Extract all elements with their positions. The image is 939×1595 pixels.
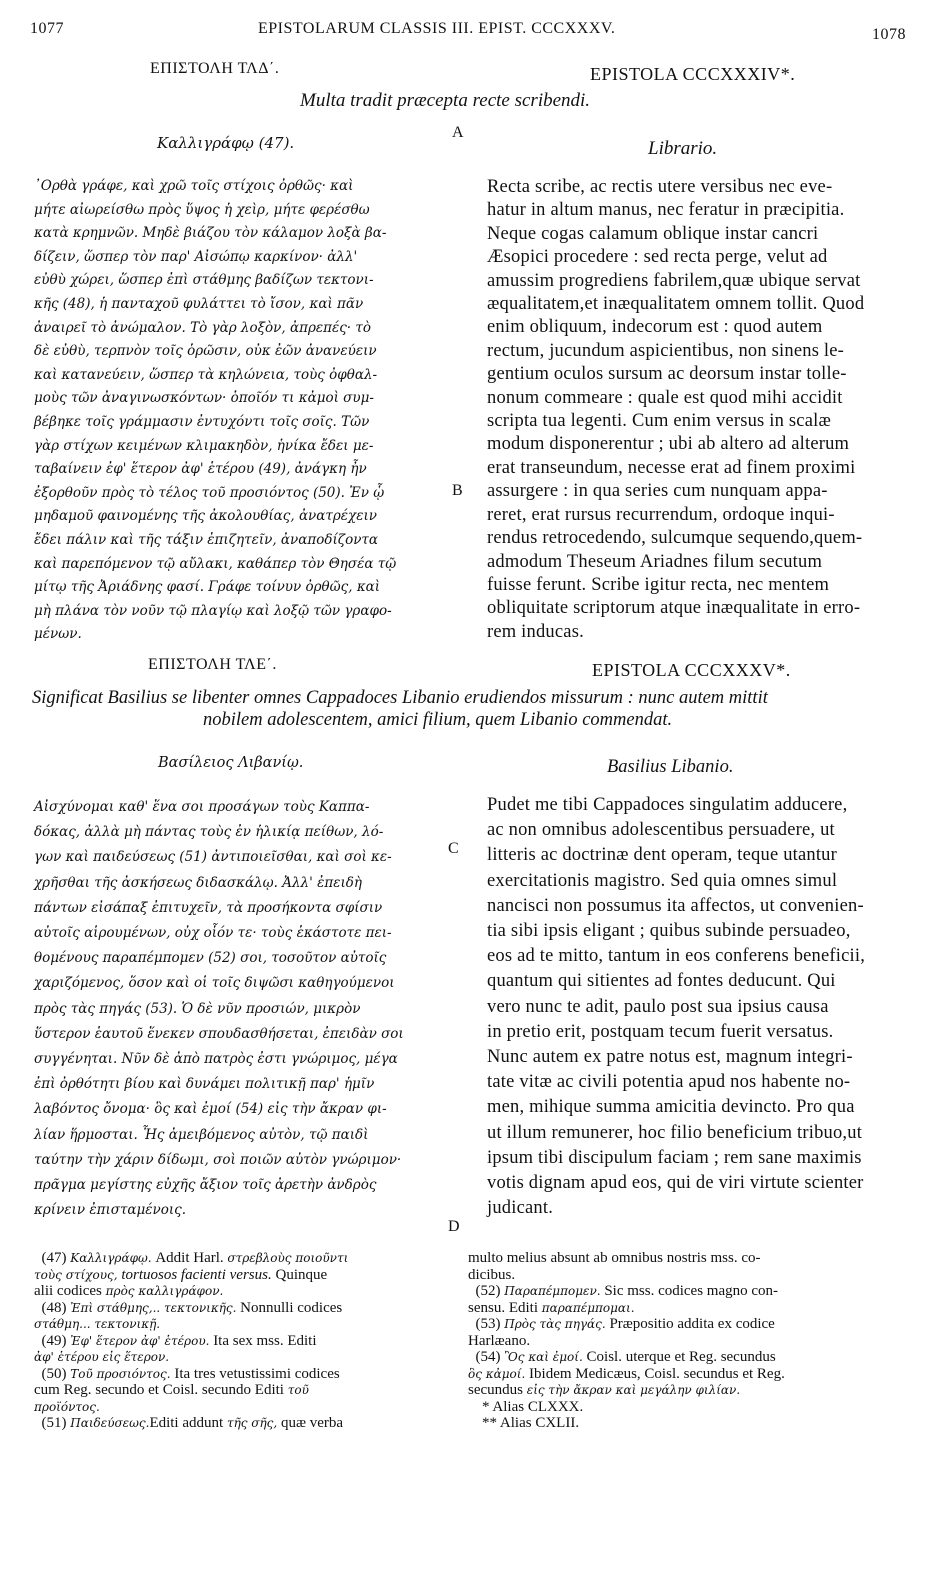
text-line: μηδαμοῦ φαινομένης τῆς ἀκολουθίας, ἀνατρέχειν xyxy=(34,508,377,525)
margin-letter-d: D xyxy=(448,1218,460,1235)
greek-text-334 xyxy=(34,175,454,647)
summary-334: Multa tradit præcepta recte scribendi. xyxy=(300,90,591,111)
text-line: πρὸς τὰς πηγάς (53). Ὁ δὲ νῦν προσιών, μικρὸν xyxy=(34,1000,361,1017)
text-line: Pudet me tibi Cappadoces singulatim adducere, xyxy=(487,795,848,815)
footnote-53-cont: Harlæano. xyxy=(468,1332,531,1349)
text-line: εὐθὺ χώρει, ὥσπερ ἐπὶ στάθμης βαδίζων τεκτονι- xyxy=(34,272,374,289)
text-line: λίαν ἥρμοσται. Ἧς ἀμειβόμενος αὐτὸν, τῷ παιδὶ xyxy=(34,1126,369,1143)
text-line: κῆς (48), ἡ πανταχοῦ φυλάττει τὸ ἴσον, καὶ πᾶν xyxy=(34,295,364,312)
text-line: μὴ πλάνα τὸν νοῦν τῷ πλαγίῳ καὶ λοξῷ τῶν γραφο- xyxy=(34,602,392,619)
text-line: enim obliquum, indecorum est : quod autem xyxy=(487,317,823,338)
text-line: Nunc autem ex patre notus est, magnum integri- xyxy=(487,1047,853,1068)
text-line: ἐπὶ ὀρθότητι βίου καὶ δυνάμει πολιτικῇ παρ' ἡμῖν xyxy=(34,1076,375,1093)
text-line: καὶ κατανεύειν, ὥσπερ τὰ κηλώνεια, τοὺς ὀφθαλ- xyxy=(34,366,378,383)
text-line: assurgere : in qua series cum nunquam appa- xyxy=(487,481,828,502)
text-line: quantum qui sitientes ad fontes deducunt. Qui xyxy=(487,971,836,992)
running-title: EPISTOLARUM CLASSIS III. EPIST. CCCXXXV. xyxy=(258,20,616,37)
footnote-49-cont: ἀφ' ἑτέρου εἰς ἕτερον. xyxy=(34,1350,170,1364)
text-line: in pretio erit, postquam tecum fuerit versatus. xyxy=(487,1021,834,1042)
text-line: θομένους παραπέμπομεν (52) σοι, τοσοῦτον αὐτοῖς xyxy=(34,950,387,967)
text-line: men, mihique summa amicitia devincto. Pro qua xyxy=(487,1097,855,1118)
text-line: æqualitatem,et inæqualitatem omnem tollit. Quod xyxy=(487,294,865,315)
text-line: χαριζόμενος, ὅσον καὶ οἱ τοῖς διψῶσι καθηγούμενοι xyxy=(34,975,395,992)
text-line: vero nunc te adit, paulo post sua ipsius causa xyxy=(487,996,829,1017)
page-number-right: 1078 xyxy=(872,26,906,43)
text-line: χρῆσθαι τῆς ἀσκήσεως διδασκάλῳ. Ἀλλ' ἐπειδὴ xyxy=(34,874,362,891)
text-line: αὐτοῖς αἱρουμένων, οὐχ οἷόν τε· τοὺς ἑκάστοτε πει- xyxy=(34,925,392,942)
text-line: καὶ παρεπόμενον τῷ αὔλακι, καθάπερ τὸν Θησέα τῷ xyxy=(34,555,397,572)
text-line: μήτε αἰωρείσθω πρὸς ὕψος ἡ χεὶρ, μήτε φερέσθω xyxy=(34,201,370,218)
summary-335-line2: nobilem adolescentem, amici filium, quem Libanio commendat. xyxy=(203,710,673,730)
text-line: ταύτην τὴν χάριν δίδωμι, σοὶ ποιῶν αὐτὸν γνώριμον· xyxy=(34,1151,402,1168)
greek-salutation-335: Βασίλειος Λιβανίῳ. xyxy=(158,755,304,771)
text-line: amussim progrediens fabrilem,quæ ubique servat xyxy=(487,270,861,291)
footnote-52-cont: sensu. Editi παραπέμπομαι. xyxy=(468,1299,635,1316)
footnote-54: (54) Ὃς καὶ ἐμοί. Coisl. uterque et Reg. secundus xyxy=(475,1349,776,1365)
greek-title-334: ΕΠΙΣΤΟΛΗ ΤΛΔ΄. xyxy=(150,60,280,77)
text-line: fuisse ferunt. Scribe igitur recta, nec mentem xyxy=(487,574,830,595)
text-line: γὰρ στίχων κειμένων κλιμακηδὸν, ἡνίκα ἔδει με- xyxy=(34,437,374,454)
text-line: μίτῳ τῆς Ἀριάδνης φασί. Γράφε τοίνυν ὀρθῶς, καὶ xyxy=(34,579,381,596)
text-line: βέβηκε τοῖς γράμμασιν ἐντυχόντι τοῖς σοῖς. Τῶν xyxy=(34,413,370,430)
text-line: κατὰ κρημνῶν. Μηδὲ βιάζου τὸν κάλαμον λοξὰ βα- xyxy=(34,225,387,242)
footnote-47: (47) Καλλιγράφῳ. Addit Harl. στρεβλοὺς ποιοῦντι xyxy=(41,1250,349,1266)
text-line: ἀναιρεῖ τὸ ἀνώμαλον. Τὸ γὰρ λοξὸν, ἀπρεπές· τὸ xyxy=(34,319,371,336)
footnote-51-cont2: dicibus. xyxy=(468,1266,516,1283)
footnote-49: (49) Ἐφ' ἕτερον ἀφ' ἑτέρου. Ita sex mss. Editi xyxy=(41,1332,317,1349)
footnote-50-cont2: προϊόντος. xyxy=(34,1399,100,1414)
footnote-54-cont: ὃς κἀμοί. Ibidem Medicæus, Coisl. secundus et Reg. xyxy=(468,1365,785,1382)
text-line: Neque cogas calamum oblique instar cancri xyxy=(487,223,819,244)
alias-note-1: * Alias CLXXX. xyxy=(482,1398,584,1415)
text-line: nonum commeare : quale est quod mihi accidit xyxy=(487,387,843,408)
greek-text-335 xyxy=(34,795,454,1223)
text-line: συγγένηται. Νῦν δὲ ἀπὸ πατρὸς ἐστι γνώριμος, μέγα xyxy=(34,1051,398,1068)
text-line: reret, erat rursus recurrendum, ordoque inqui- xyxy=(487,504,835,525)
text-line: πρᾶγμα μεγίστης εὐχῆς ἄξιον τοῖς ἀρετὴν ἀνδρὸς xyxy=(34,1177,377,1194)
margin-letter-c: C xyxy=(448,840,459,857)
text-line: μοὺς τῶν ἀναγινωσκόντων· ὁποῖόν τι κἀμοὶ συμ- xyxy=(34,390,374,407)
margin-letter-b: B xyxy=(452,482,463,499)
footnotes-left xyxy=(34,1250,454,1432)
latin-text-335 xyxy=(487,793,927,1221)
footnote-50-cont: cum Reg. secundo et Coisl. secundo Editi τοῦ xyxy=(34,1382,309,1398)
text-line: judicant. xyxy=(487,1198,554,1219)
greek-title-335: ΕΠΙΣΤΟΛΗ ΤΛΕ΄. xyxy=(148,656,277,673)
footnotes-right xyxy=(468,1250,908,1432)
text-line: hatur in altum manus, nec feratur in præcipitia. xyxy=(487,200,845,221)
text-line: Αἰσχύνομαι καθ' ἕνα σοι προσάγων τοὺς Καππα- xyxy=(34,799,370,815)
text-line: ipsum tibi discipulum faciam ; rem sane maximis xyxy=(487,1147,862,1168)
footnote-47-cont2: alii codices πρὸς καλλιγράφον. xyxy=(34,1283,224,1299)
greek-salutation-334: Καλλιγράφῳ (47). xyxy=(157,134,295,152)
text-line: nancisci non possumus ita affectos, ut convenien- xyxy=(487,895,864,916)
text-line: ἔδει πάλιν καὶ τῆς τάξιν ἐπιζητεῖν, ἀναποδίζοντα xyxy=(34,531,379,548)
text-line: exercitationis magistro. Sed quia omnes simul xyxy=(487,870,838,891)
footnote-53: (53) Πρὸς τὰς πηγάς. Præpositio addita ex codice xyxy=(475,1316,775,1332)
text-line: κρίνειν ἐπισταμένοις. xyxy=(34,1202,187,1219)
text-line: δόκας, ἀλλὰ μὴ πάντας τοὺς ἐν ἡλικίᾳ πείθων, λό- xyxy=(34,824,384,841)
latin-salutation-334: Librario. xyxy=(648,138,718,159)
text-line: Recta scribe, ac rectis utere versibus nec eve- xyxy=(487,177,833,197)
summary-335-line1: Significat Basilius se libenter omnes Cappadoces Libanio erudiendos missurum : nunc autem mittit xyxy=(32,688,768,708)
page-number-left: 1077 xyxy=(30,20,64,37)
footnote-48-cont: στάθμη... τεκτονικῇ. xyxy=(34,1317,161,1331)
text-line: λαβόντος ὄνομα· ὃς καὶ ἐμοί (54) εἰς τὴν ἄκραν φι- xyxy=(34,1101,387,1118)
text-line: litteris ac doctrinæ dent operam, teque utantur xyxy=(487,845,837,866)
footnote-54-cont2: secundus εἰς τὴν ἄκραν καὶ μεγάλην φιλίαν. xyxy=(468,1382,741,1398)
text-line: ut illum remunerer, hoc filio beneficium tribuo,ut xyxy=(487,1122,863,1143)
alias-note-2: ** Alias CXLII. xyxy=(482,1415,580,1431)
text-line: admodum Theseum Ariadnes filum secutum xyxy=(487,551,823,572)
text-line: ταβαίνειν ἐφ' ἕτερον ἀφ' ἑτέρου (49), ἀνάγκη ἦν xyxy=(34,461,367,478)
text-line: obliquitate scriptorum atque inæqualitate in erro- xyxy=(487,598,861,619)
text-line: eos ad te mitto, tantum in eos conferens beneficii, xyxy=(487,946,866,967)
text-line: γων καὶ παιδεύσεως (51) ἀντιποιεῖσθαι, καὶ σοὶ κε- xyxy=(34,849,392,866)
text-line: Æsopici procedere : sed recta perge, velut ad xyxy=(487,247,828,268)
text-line: ac non omnibus adolescentibus persuadere, ut xyxy=(487,820,835,841)
text-line: δὲ εὐθὺ, τερπνὸν τοῖς ὁρῶσιν, οὐκ ἐῶν ἀνανεύειν xyxy=(34,343,377,360)
text-line: μένων. xyxy=(34,626,82,643)
latin-title-335: EPISTOLA CCCXXXV*. xyxy=(592,660,791,680)
text-line: ᾿Ορθὰ γράφε, καὶ χρῶ τοῖς στίχοις ὀρθῶς· καὶ xyxy=(34,178,354,194)
text-line: gentium oculos sursum ac deorsum instar tolle- xyxy=(487,364,847,385)
margin-letter-a: A xyxy=(452,124,464,141)
footnote-50: (50) Τοῦ προσιόντος. Ita tres vetustissimi codices xyxy=(41,1365,340,1382)
footnote-52: (52) Παραπέμπομεν. Sic mss. codices magno con- xyxy=(475,1283,779,1299)
text-line: ἐξορθοῦν πρὸς τὸ τέλος τοῦ προσιόντος (50). Ἐν ᾧ xyxy=(34,484,385,501)
latin-salutation-335: Basilius Libanio. xyxy=(607,757,734,777)
text-line: πάντων εἰσάπαξ ἐπιτυχεῖν, τὰ προσήκοντα σφίσιν xyxy=(34,899,383,916)
text-line: rem inducas. xyxy=(487,621,584,642)
footnote-51-cont: multo melius absunt ab omnibus nostris mss. co- xyxy=(468,1250,761,1266)
text-line: votis dignam apud eos, qui de viri virtute scienter xyxy=(487,1173,864,1194)
latin-text-334 xyxy=(487,176,927,644)
text-line: δίζειν, ὥσπερ τὸν παρ' Αἰσώπῳ καρκίνον· ἀλλ' xyxy=(34,248,358,265)
text-line: tia sibi ipsis eligant ; quibus subinde persuadeo, xyxy=(487,921,851,942)
text-line: erat transeundum, necesse erat ad finem proximi xyxy=(487,457,856,478)
footnote-51: (51) Παιδεύσεως.Editi addunt τῆς σῆς, quæ verba xyxy=(41,1415,344,1431)
text-line: tate vitæ ac civili potentia apud nos habente no- xyxy=(487,1072,851,1093)
text-line: ὕστερον ἑαυτοῦ ἕνεκεν σπουδασθήσεται, ἐπειδὰν σοι xyxy=(34,1025,404,1042)
text-line: rendus retrocedendo, sulcumque sequendo,quem- xyxy=(487,528,863,549)
text-line: scripta tua legenti. Cum enim versus in scalæ xyxy=(487,411,831,432)
footnote-48: (48) Ἐπὶ στάθμης,.. τεκτονικῆς. Nonnulli codices xyxy=(41,1299,343,1316)
footnote-47-cont: τοὺς στίχους, tortuosos facienti versus. Quinque xyxy=(34,1266,328,1283)
text-line: rectum, jucundum aspicientibus, non sinens le- xyxy=(487,340,845,361)
latin-title-334: EPISTOLA CCCXXXIV*. xyxy=(590,64,796,84)
text-line: modum disponerentur ; ubi ab altero ad alterum xyxy=(487,434,850,455)
